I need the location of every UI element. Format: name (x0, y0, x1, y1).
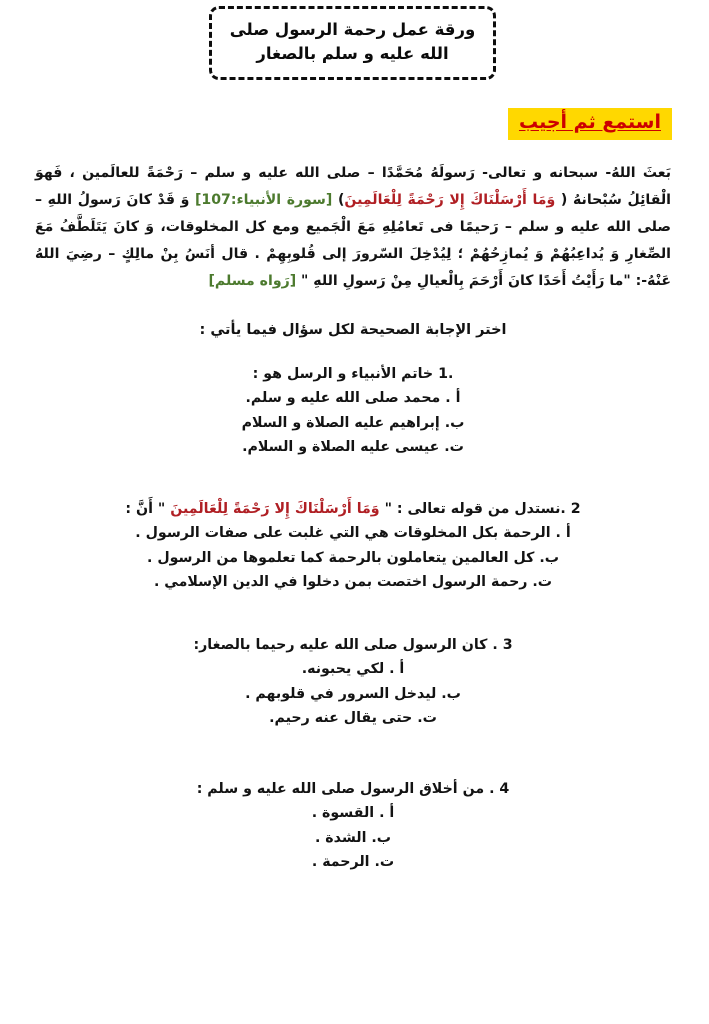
question-2-stem-prefix: 2 .نستدل من قوله تعالى : " (379, 501, 581, 517)
question-1-option-c[interactable]: ت. عيسى عليه الصلاة و السلام. (242, 439, 464, 456)
question-4-option-b[interactable]: ب. الشدة . (314, 829, 392, 846)
question-3-option-c[interactable]: ت. حتى يقال عنه رحيم. (269, 710, 437, 727)
worksheet-title-line-2: الله عليه و سلم بالصغار (256, 43, 449, 63)
instruction-line: اختر الإجابة الصحيحة لكل سؤال فيما يأتي : (199, 322, 507, 338)
hadith-attribution: [رَواه مسلم] (208, 273, 297, 290)
quran-verse-inline: وَمَا أَرْسَلْنَاكَ إِلا رَحْمَةً لِلْعَالَمِينَ (344, 192, 556, 209)
question-1-stem: .1 خاتم الأنبياء و الرسل هو : (252, 366, 454, 382)
surah-reference: [سورة الأنبياء:107] (194, 192, 333, 209)
question-3-stem: 3 . كان الرسول صلى الله عليه رحيما بالصغار: (193, 637, 513, 653)
question-2-option-c[interactable]: ت. رحمة الرسول اختصت بمن دخلوا في الدين الإسلامي . (153, 574, 553, 591)
question-3-option-a[interactable]: أ . لكي يحبونه. (301, 661, 405, 678)
question-2-option-a[interactable]: أ . الرحمة بكل المخلوقات هي التي غلبت على صفات الرسول . (135, 525, 571, 542)
question-1-option-a[interactable]: أ . محمد صلى الله عليه و سلم. (245, 390, 461, 407)
worksheet-title-box (209, 6, 496, 80)
question-2-quran-verse: وَمَا أَرْسَلْنَاكَ إِلا رَحْمَةً لِلْعَالَمِينَ (170, 501, 380, 517)
worksheet-title-line-1: ورقة عمل رحمة الرسول صلى (229, 20, 476, 39)
listen-then-answer-heading: استمع ثم أجيب (508, 108, 672, 140)
question-2-stem-suffix: " أَنَّ : (125, 501, 171, 517)
question-4-option-a[interactable]: أ . القسوة . (311, 805, 395, 822)
question-2 (35, 497, 671, 595)
intro-text-part-2: ) (332, 192, 345, 209)
question-2-stem (35, 497, 671, 521)
intro-text-part-3: وَ قَدْ كانَ رَسولُ اللهِ – صلى الله عليه و سلم – رَحيمًا فى تَعامُلِهِ مَعَ الْجَميع ومع كل المخلوقات، وَ كانَ يَتَلَطَّفُ مَعَ الصِّغارِ وَ يُداعِبُهُمْ وَ يُمازِحُهُمْ ؛ لِيُدْخِلَ السّرورَ إلى قُلوبِهِمْ . قال أنَسُ بِنْ مالِكٍ – رضِيَ اللهُ عَنْهُ-: "ما رَأَيْتُ أَحَدًا كانَ أَرْحَمَ بِالْعيالِ مِنْ رَسولِ اللهِ " (35, 192, 671, 290)
question-1 (35, 362, 671, 460)
question-4 (35, 777, 671, 875)
question-4-stem: 4 . من أخلاق الرسول صلى الله عليه و سلم : (196, 781, 510, 797)
introduction-paragraph (35, 160, 671, 295)
question-1-option-b[interactable]: ب. إبراهيم عليه الصلاة و السلام (241, 414, 465, 431)
question-3 (35, 633, 671, 731)
question-3-option-b[interactable]: ب. ليدخل السرور في قلوبهم . (245, 685, 461, 702)
intro-text-part-1: بَعثَ اللهُ- سبحانه و تعالى- رَسولَهُ مُحَمَّدًا – صلى الله عليه و سلم – رَحْمَةً للعالَمين ، فَهوَ الْقائِلُ سُبْحانهُ ( (35, 165, 671, 209)
question-2-option-b[interactable]: ب. كل العالمين يتعاملون بالرحمة كما تعلموها من الرسول . (146, 549, 560, 566)
question-4-option-c[interactable]: ت. الرحمة . (311, 854, 395, 871)
